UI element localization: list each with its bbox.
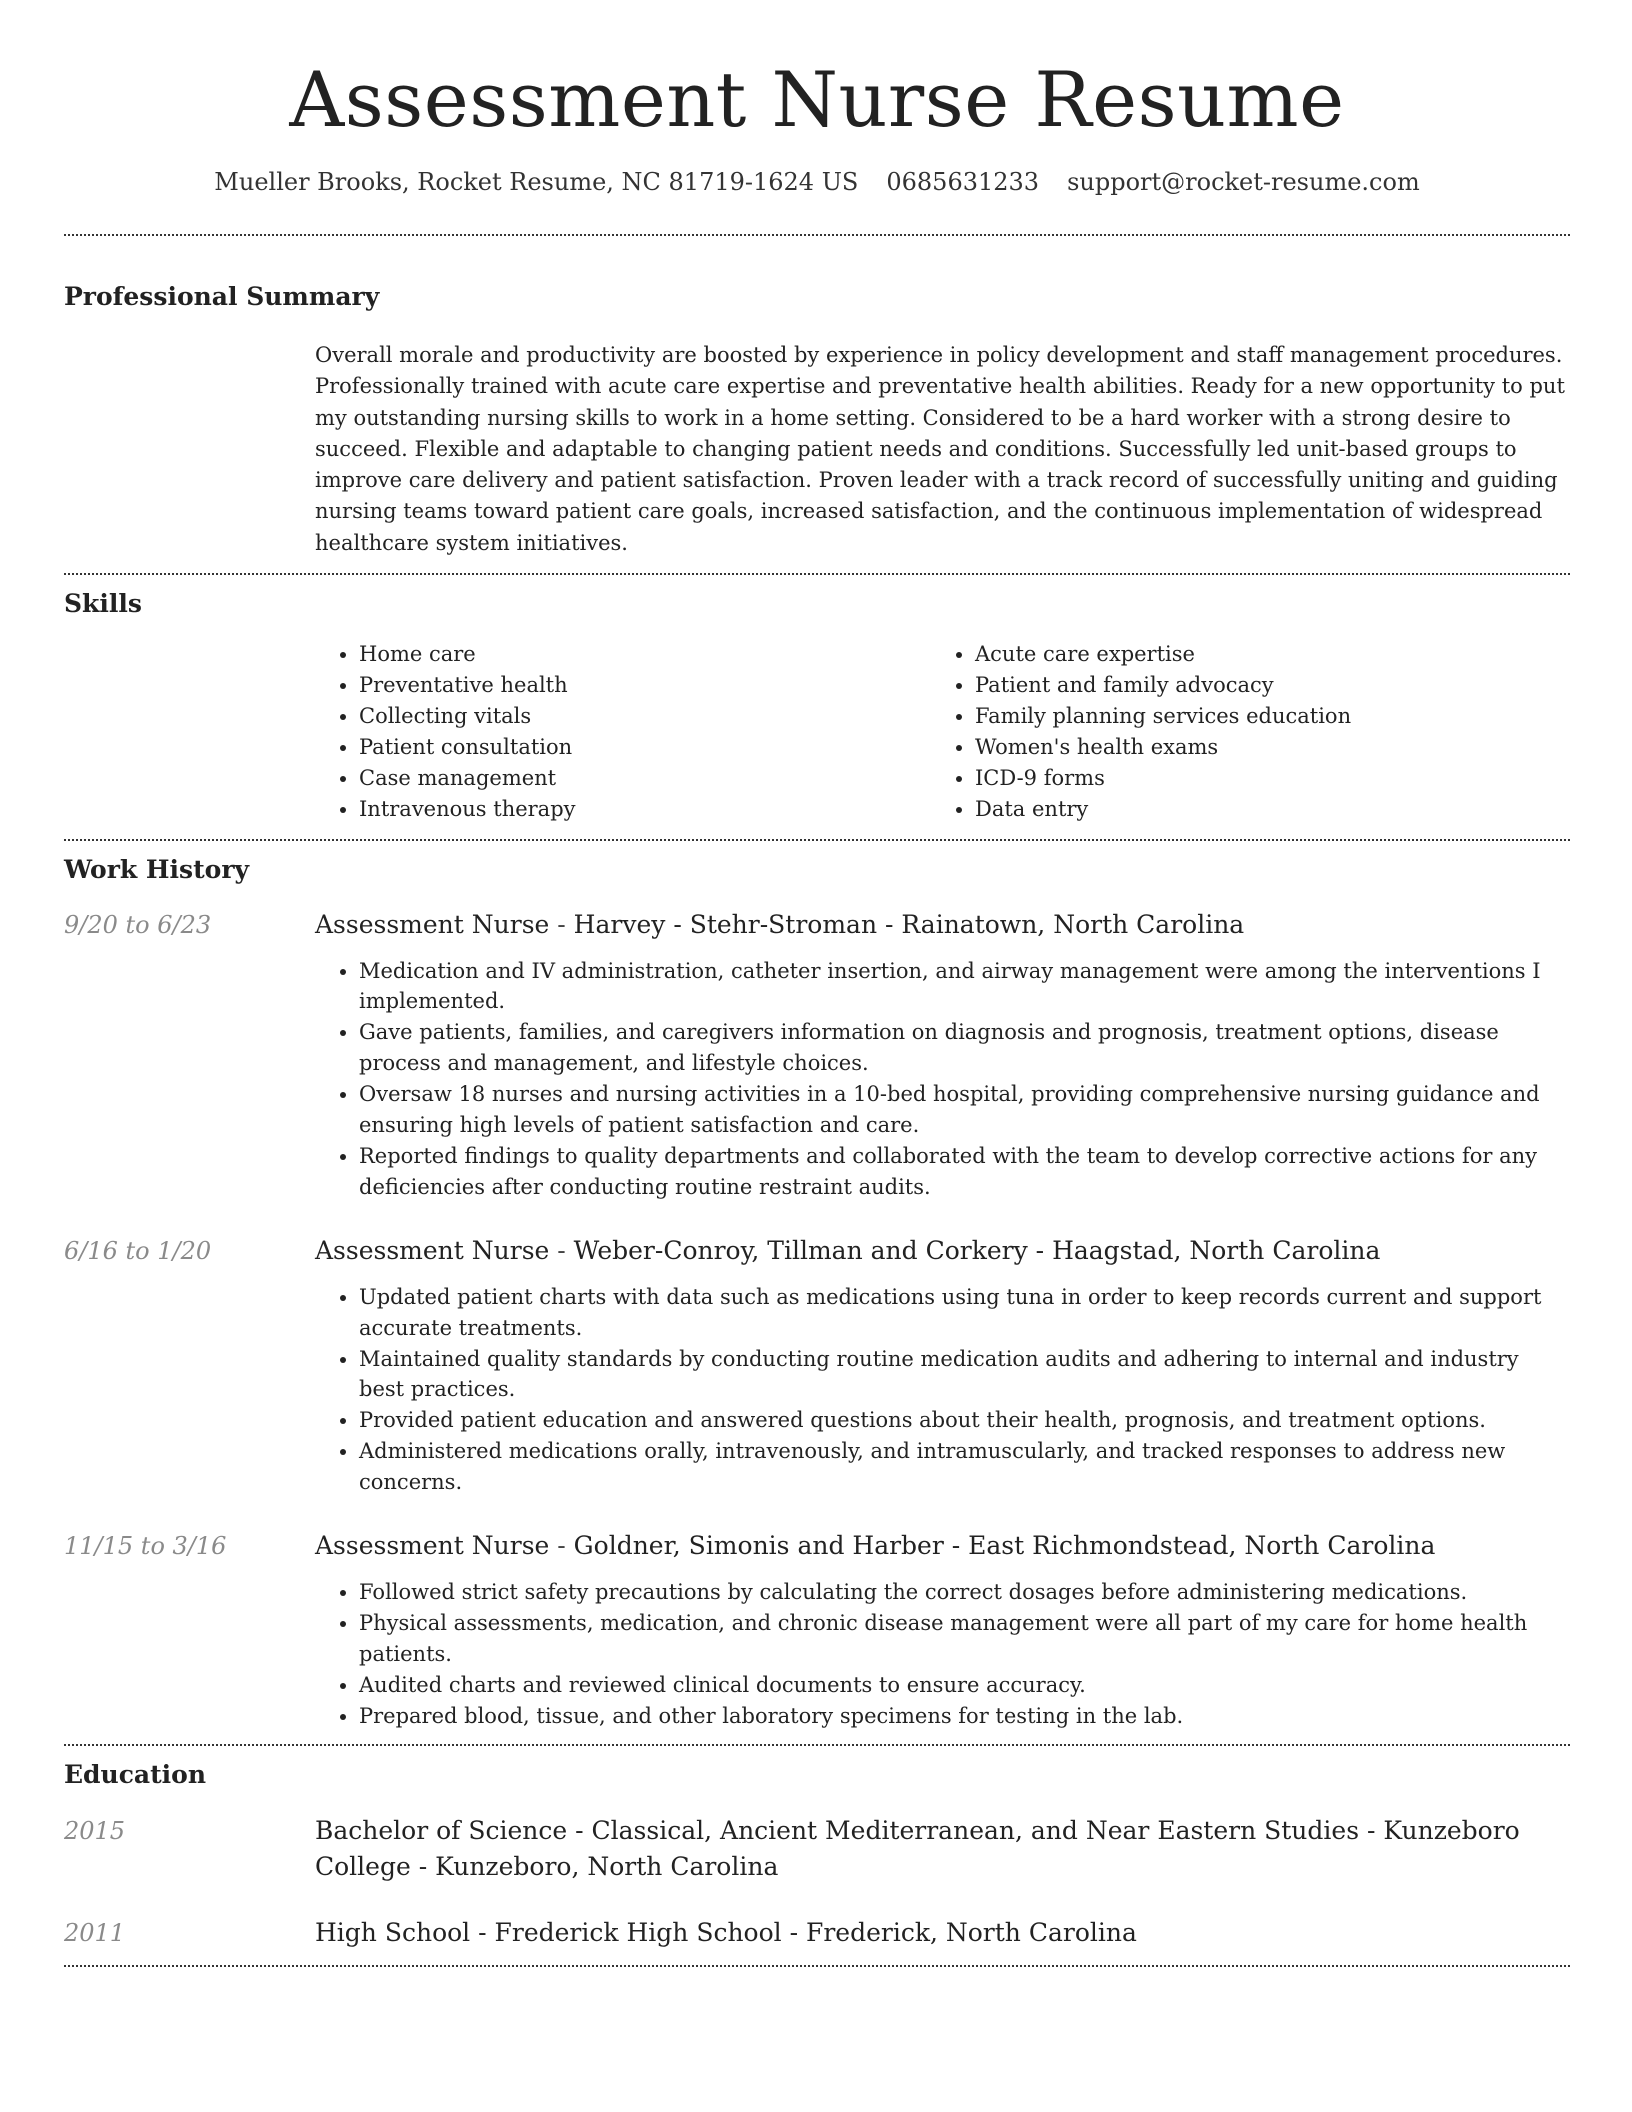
skill-item: • ICD-9 forms	[975, 763, 1547, 794]
education-entry	[64, 1915, 1570, 1965]
job-bullet: • Oversaw 18 nurses and nursing activities in a 10-bed hospital, providing comprehensive nursing guidance and ensuring high levels of patient satisfaction and care.	[359, 1079, 1570, 1141]
education-entry	[64, 1813, 1570, 1885]
resume-title: Assessment Nurse Resume	[289, 55, 1345, 144]
skill-item: • Home care	[359, 639, 931, 670]
job-bullet: • Maintained quality standards by conducting routine medication audits and adhering to internal and industry best practices.	[359, 1344, 1570, 1406]
job-details: Weber-Conroy, Tillman and Corkery - Haagstad, North Carolina	[573, 1235, 1381, 1265]
job-role: Assessment Nurse	[315, 1235, 550, 1265]
skill-item: • Patient and family advocacy	[975, 670, 1547, 701]
job-bullet: • Gave patients, families, and caregivers information on diagnosis and prognosis, treatment options, disease process and management, and lifestyle choices.	[359, 1017, 1570, 1079]
summary-heading: Professional Summary	[64, 282, 380, 311]
job-bullet: • Provided patient education and answered questions about their health, prognosis, and treatment options.	[359, 1405, 1570, 1436]
education-details: Classical, Ancient Mediterranean, and Near Eastern Studies - Kunzeboro College - Kunzeboro, North Carolina	[315, 1815, 1520, 1881]
job-bullet: • Audited charts and reviewed clinical documents to ensure accuracy.	[359, 1670, 1570, 1701]
skill-item: • Case management	[359, 763, 931, 794]
section-divider	[64, 1965, 1570, 1967]
education-year: 2015	[64, 1816, 126, 1845]
skill-item: • Acute care expertise	[975, 639, 1547, 670]
resume-page	[64, 0, 1570, 1967]
section-divider	[64, 234, 1570, 236]
job-entry	[64, 910, 1570, 1203]
job-bullet: • Administered medications orally, intravenously, and intramuscularly, and tracked responses to address new concerns.	[359, 1436, 1570, 1498]
job-dates: 6/16 to 1/20	[64, 1236, 212, 1265]
skills-grid	[315, 639, 1570, 838]
summary-text: Overall morale and productivity are boosted by experience in policy development and staff management procedures. Professionally trained with acute care expertise and preventative health abilities. Ready for a new opportunity to put my outstanding nursing skills to work in a home setting. Considered to be a hard worker with a strong desire to succeed. Flexible and adaptable to changing patient needs and conditions. Successfully led unit-based groups to improve care delivery and patient satisfaction. Proven leader with a track record of successfully uniting and guiding nursing teams toward patient care goals, increased satisfaction, and the continuous implementation of widespread healthcare system initiatives.	[315, 343, 1565, 555]
job-bullet: • Prepared blood, tissue, and other laboratory specimens for testing in the lab.	[359, 1701, 1570, 1732]
job-entry	[64, 1531, 1570, 1744]
contact-address: Mueller Brooks, Rocket Resume, NC 81719-1624 US	[214, 168, 859, 196]
skill-item: • Data entry	[975, 794, 1547, 825]
job-role: Assessment Nurse	[315, 1531, 550, 1561]
education-text: Bachelor of Science - Classical, Ancient Mediterranean, and Near Eastern Studies - Kunzeboro College - Kunzeboro, North Carolina	[315, 1815, 1520, 1881]
skills-list-right	[931, 639, 1547, 824]
skill-item: • Intravenous therapy	[359, 794, 931, 825]
skill-item: • Women's health exams	[975, 732, 1547, 763]
job-bullets	[315, 956, 1570, 1203]
education-details: Frederick High School - Frederick, North Carolina	[494, 1917, 1137, 1947]
job-details: Harvey - Stehr-Stroman - Rainatown, North Carolina	[573, 909, 1245, 939]
education-degree: Bachelor of Science	[315, 1815, 568, 1845]
skill-item: • Family planning services education	[975, 701, 1547, 732]
job-title: Assessment Nurse - Harvey - Stehr-Stroman - Rainatown, North Carolina	[315, 909, 1245, 939]
education-text: High School - Frederick High School - Frederick, North Carolina	[315, 1917, 1137, 1947]
job-bullet: • Followed strict safety precautions by calculating the correct dosages before administering medications.	[359, 1577, 1570, 1608]
job-bullet: • Medication and IV administration, catheter insertion, and airway management were among the interventions I implemented.	[359, 956, 1570, 1018]
contact-line	[64, 168, 1570, 196]
education-heading: Education	[64, 1759, 207, 1789]
education-year: 2011	[64, 1918, 126, 1947]
education-degree: High School	[315, 1917, 471, 1947]
job-bullet: • Physical assessments, medication, and chronic disease management were all part of my care for home health patients.	[359, 1608, 1570, 1670]
skills-heading: Skills	[64, 589, 142, 619]
skill-item: • Collecting vitals	[359, 701, 931, 732]
resume-header	[64, 55, 1570, 196]
job-dates: 9/20 to 6/23	[64, 910, 212, 939]
contact-phone: 0685631233	[886, 168, 1040, 196]
work-history-heading: Work History	[64, 854, 250, 884]
section-divider	[64, 573, 1570, 575]
job-bullet: • Updated patient charts with data such as medications using tuna in order to keep records current and support accurate treatments.	[359, 1282, 1570, 1344]
job-bullet: • Reported findings to quality departments and collaborated with the team to develop corrective actions for any deficiencies after conducting routine restraint audits.	[359, 1141, 1570, 1203]
skill-item: • Preventative health	[359, 670, 931, 701]
job-bullets	[315, 1282, 1570, 1498]
job-role: Assessment Nurse	[315, 909, 550, 939]
job-details: Goldner, Simonis and Harber - East Richmondstead, North Carolina	[573, 1531, 1436, 1561]
section-divider	[64, 839, 1570, 841]
skill-item: • Patient consultation	[359, 732, 931, 763]
section-divider	[64, 1744, 1570, 1746]
job-title: Assessment Nurse - Weber-Conroy, Tillman and Corkery - Haagstad, North Carolina	[315, 1235, 1381, 1265]
job-bullets	[315, 1577, 1570, 1744]
job-title: Assessment Nurse - Goldner, Simonis and Harber - East Richmondstead, North Carolina	[315, 1531, 1436, 1561]
skills-list-left	[315, 639, 931, 824]
job-dates: 11/15 to 3/16	[64, 1532, 227, 1561]
contact-email[interactable]: support@rocket-resume.com	[1067, 168, 1420, 196]
job-entry	[64, 1236, 1570, 1498]
